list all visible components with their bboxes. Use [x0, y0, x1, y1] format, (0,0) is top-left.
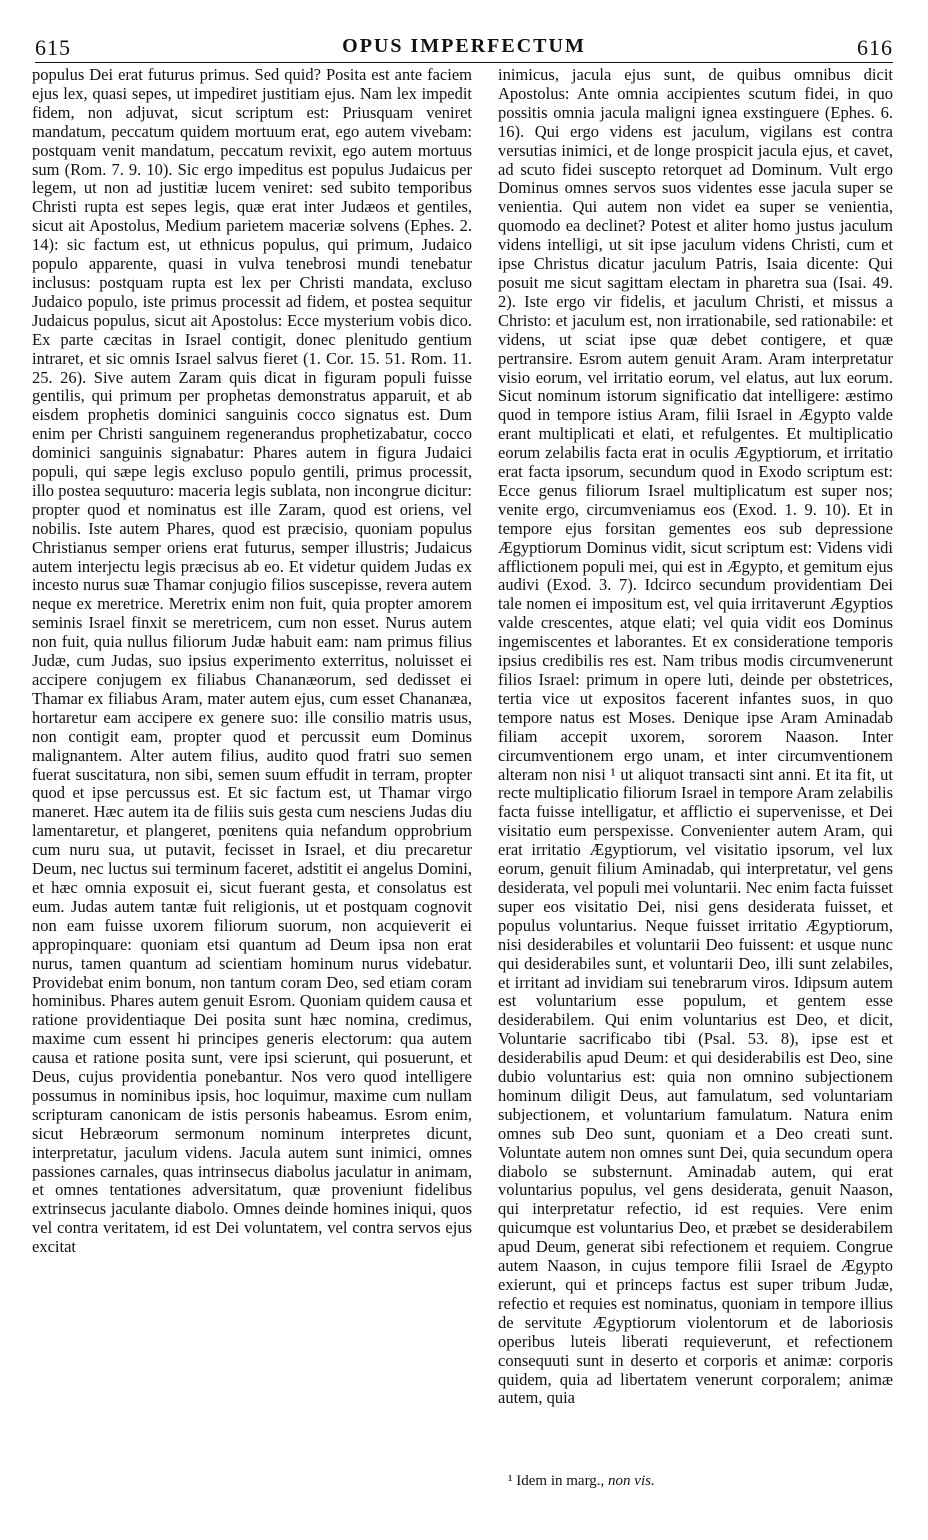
footnote-mark: ¹ — [508, 1473, 513, 1489]
page-header — [0, 35, 928, 65]
right-column-text: inimicus, jacula ejus sunt, de quibus omnibus dicit Apostolus: Ante omnia accipientes scutum fidei, in quo possitis omnia jacula maligni ignea exstinguere (Ephes. 6. 16). Qui ergo videns est jaculum, vigilans est contra versutias inimici, et de longe prospicit jacula ejus, et cavet, ad scuto fidei suscepto retorquet ad Dominum. Vult ergo Dominus omnes servos suos videntes esse jacula super se venientia. Qui autem non videt ea super se venientia, quomodo ea declinet? Potest et aliter homo justus jaculum videns intelligi, ut sit ipse jaculum videns Christi, cum et ipse Christus dicatur jaculum Patris, Isaia dicente: Qui posuit me sicut sagittam electam in pharetra sua (Isai. 49. 2). Iste ergo vir fidelis, et jaculum Christi, et missus a Christo: et jaculum est, non irrationabile, sed rationabile: et videns, ut sciat ipse quæ debet contigere, et quæ pertransire. Esrom autem genuit Aram. Aram interpretatur visio eorum, vel irritatio eorum, vel elatus, aut lux eorum. Sicut nominum istorum significatio dat intelligere: æstimo quod in tempore istius Aram, filii Israel in Ægypto valde erant multiplicati et elati, et refulgentes. Et multiplicatio eorum zelabilis facta erat in oculis Ægyptiorum, et irritatio erat facta ipsorum, secundum quod in Exodo scriptum est: Ecce genus filiorum Israel multiplicatum est super nos; venite ergo, circumveniamus eos (Exod. 1. 9. 10). Et in tempore ejus forsitan gementes eos sub depressione Ægyptiorum Dominus vidit, sicut scriptum est: Videns vidi afflictionem populi mei, qui est in Ægypto, et gemitum ejus audivi (Exod. 3. 7). Idcirco secundum providentiam Dei tale nomen ei impositum est, vel quia irritaverunt Ægyptios valde crescentes, atque elati; vel quia vidit eos Dominus ingemiscentes et laborantes. Et ex consideratione temporis ipsius credibilis res est. Nam tribus modis circumvenerunt filios Israel: primum in opere luti, deinde per obstetrices, tertia vice ut expositos facerent infantes suos, in quo tempore natus est Moses. Denique ipse Aram Aminadab filiam accepit uxorem, sororem Naason. Inter circumventionem ergo unam, et inter circumventionem alteram non nisi ¹ ut aliquot transacti sint anni. Et ita fit, ut recte multiplicatio filiorum Israel in tempore Aram zelabilis facta fuisse intelligatur, et afflictio ei supervenisse, et Dei visitatio eum perspexisse. Convenienter autem Aram, qui erat irritatio Ægyptiorum, vel visitatio ipsorum, vel lux eorum, genuit filium Aminadab, qui interpretatur, vel gens desiderata, vel populi mei voluntarii. Nec enim facta fuisset super eos visitatio Dei, nisi gens desiderata fuisset, et populus voluntarius. Neque fuisset irritatio Ægyptiorum, nisi desiderabiles et voluntarii Deo fuissent: et usque nunc qui desiderabiles sunt, et voluntarii Deo, illi sunt zelabiles, et irritant ad invidiam sui tenebrarum viros. Idipsum autem est voluntarium esse populum, et gentem esse desiderabilem. Qui enim voluntarius est Deo, et dicit, Voluntarie sacrificabo tibi (Psal. 53. 8), ipse est et desiderabilis apud Deum: et qui desiderabilis est Deo, sine dubio voluntarius est: quia non omnino subjectionem hominum diligit Deus, aut famulatum, sed voluntariam subjectionem, et voluntarium famulatum. Natura enim omnes sub Deo sunt, quoniam et a Deo creati sunt. Voluntate autem non omnes sunt Dei, quia secundum opera diabolo se substernunt. Aminadab autem, qui erat voluntarius populus, vel gens desiderata, genuit Naason, qui interpretatur refectio, id est requies. Vere enim quicumque est voluntarius Deo, et præbet se desiderabilem apud Deum, generat sibi refectionem et requiem. Congrue autem Naason, in cujus tempore filii Israel de Ægypto exierunt, qui et princeps factus est super tribum Judæ, refectio et requies est nominatus, quoniam in tempore illius de servitute Ægyptiorum violentorum et de laboriosis operibus luteis liberati requieverunt, et refectionem consequuti sunt in deserto et corporis et animæ: corporis quidem, quia ad libertatem venerunt corporalem; animæ autem, quia — [498, 66, 893, 1408]
header-rule — [35, 62, 893, 63]
footnote-text: Idem in marg., — [516, 1473, 605, 1489]
left-column-text: populus Dei erat futurus primus. Sed quid? Posita est ante faciem ejus lex, quasi sepes, ut impediret justitiam ejus. Nam lex impedit fidem, non adjuvat, sicut scriptum est: Priusquam veniret mandatum, peccatum quidem mortuum erat, ego autem vivebam: postquam venit mandatum, peccatum revixit, ego autem mortuus sum (Rom. 7. 9. 10). Sic ergo impeditus est populus Judaicus per legem, ut non ad justitiæ lucem veniret: sed subito temporibus Christi rupta est sepes legis, quæ erat inter Judæos et gentiles, sicut ait Apostolus, Medium parietem maceriæ solvens (Ephes. 2. 14): sic factum est, ut ethnicus populus, qui primum, Judaico populo apparente, quasi in vulva tenebrosi mundi tenebatur inclusus: postquam rupta est lex per Christi mandata, excluso Judaico populo, iste primus processit ad fidem, et postea sequitur Judaicus populus, sicut ait Apostolus: Ecce mysterium vobis dico. Ex parte cæcitas in Israel contigit, donec plenitudo gentium intraret, et sic omnis Israel salvus fieret (1. Cor. 15. 51. Rom. 11. 25. 26). Sive autem Zaram quis dicat in figuram populi fuisse gentilis, qui primum per prophetas demonstratus apparuit, et ab eisdem prophetis dominici sanguinis cocco signatus est. Dum enim per Christi sanguinem regenerandus prophetizabatur, cocco dominici sanguinis signabatur: Phares autem in figura Judaici populi, qui sæpe legis excluso populo gentili, primus processit, illo postea sequuturo: maceria legis sublata, non incongrue dicitur: propter quod et nominatus est ille Zaram, quod est oriens, vel nobilis. Iste autem Phares, quod est præcisio, quoniam populus Christianus semper oriens erat futurus, semper illustris; Judaicus autem interjectu legis præcisus ab eo. Et videtur quidem Judas ex incesto nurus suæ Thamar conjugio filios suscepisse, revera autem neque ex meretrice. Meretrix enim non fuit, quia propter amorem seminis Israel finxit se meretricem, cum non esset. Nurus autem non fuit, quia nullus filiorum Judæ habuit eam: nam primus filius Judæ, cum Judas, suo ipsius experimento exterritus, noluisset ei accipere conjugem ex filiabus Chananæorum, sed dedisset ei Thamar ex filiabus Aram, mater autem ejus, cum esset Chananæa, hortaretur eam accipere ex genere suo: ille consilio matris usus, non contigit eam, propter quod et percussit eum Dominus malignantem. Alter autem filius, audito quod fratri suo semen fuerat suscitatura, non sibi, semen suum effudit in terram, propter quod et ipse percussus est. Et sic factum est, ut Thamar virgo maneret. Hæc autem ita de filiis suis gesta cum nesciens Judas diu lamentaretur, et plangeret, pœnitens quia nefandum opprobrium cum nuru sua, ut putavit, fecisset in Israel, et diu precaretur Deum, nec luctus sui terminum faceret, adstitit ei angelus Domini, et hæc omnia exposuit ei, sicut fuerant gesta, et consolatus est eum. Judas autem tantæ fuit religionis, ut et postquam cognovit non eam fuisse uxorem filiorum suorum, non acquieverit ei appropinquare: quoniam etsi quantum ad Deum ipsa non erat nurus, tamen quantum ad scientiam hominum nurus videbatur. Providebat enim bonum, non tantum coram Deo, sed etiam coram hominibus. Phares autem genuit Esrom. Quoniam quidem causa et ratione providentiaque Dei posita sunt hæc nomina, credimus, maxime cum essent hi principes generis electorum: qua autem causa et ratione posita sunt, vere ipsi scierunt, qui posuerunt, et Deus, cujus providentia ponebantur. Nos vero quod intelligere possumus in nominibus ipsis, hoc loquimur, maxime cum nullam scripturam canonicam de istis personis habeamus. Esrom enim, sicut Hebræorum sermonum nominum interpretes dicunt, interpretatur, jaculum videns. Jacula autem sunt inimici, omnes passiones carnales, quas intrinsecus diabolus jaculatur in animam, et omnes tentationes adversitatum, quæ proveniunt fidelibus extrinsecus jaculante diabolo. Omnes deinde homines iniqui, quos vel contra veritatem, id est Dei voluntatem, vel contra servos ejus excitat — [32, 66, 472, 1257]
footnote — [508, 1473, 655, 1490]
page-number-left: 615 — [35, 35, 71, 60]
left-column — [32, 66, 472, 1464]
footnote-italic: non vis. — [608, 1473, 655, 1489]
running-title: OPUS IMPERFECTUM — [342, 35, 586, 57]
page-number-right: 616 — [857, 35, 893, 60]
right-column — [498, 66, 893, 1464]
